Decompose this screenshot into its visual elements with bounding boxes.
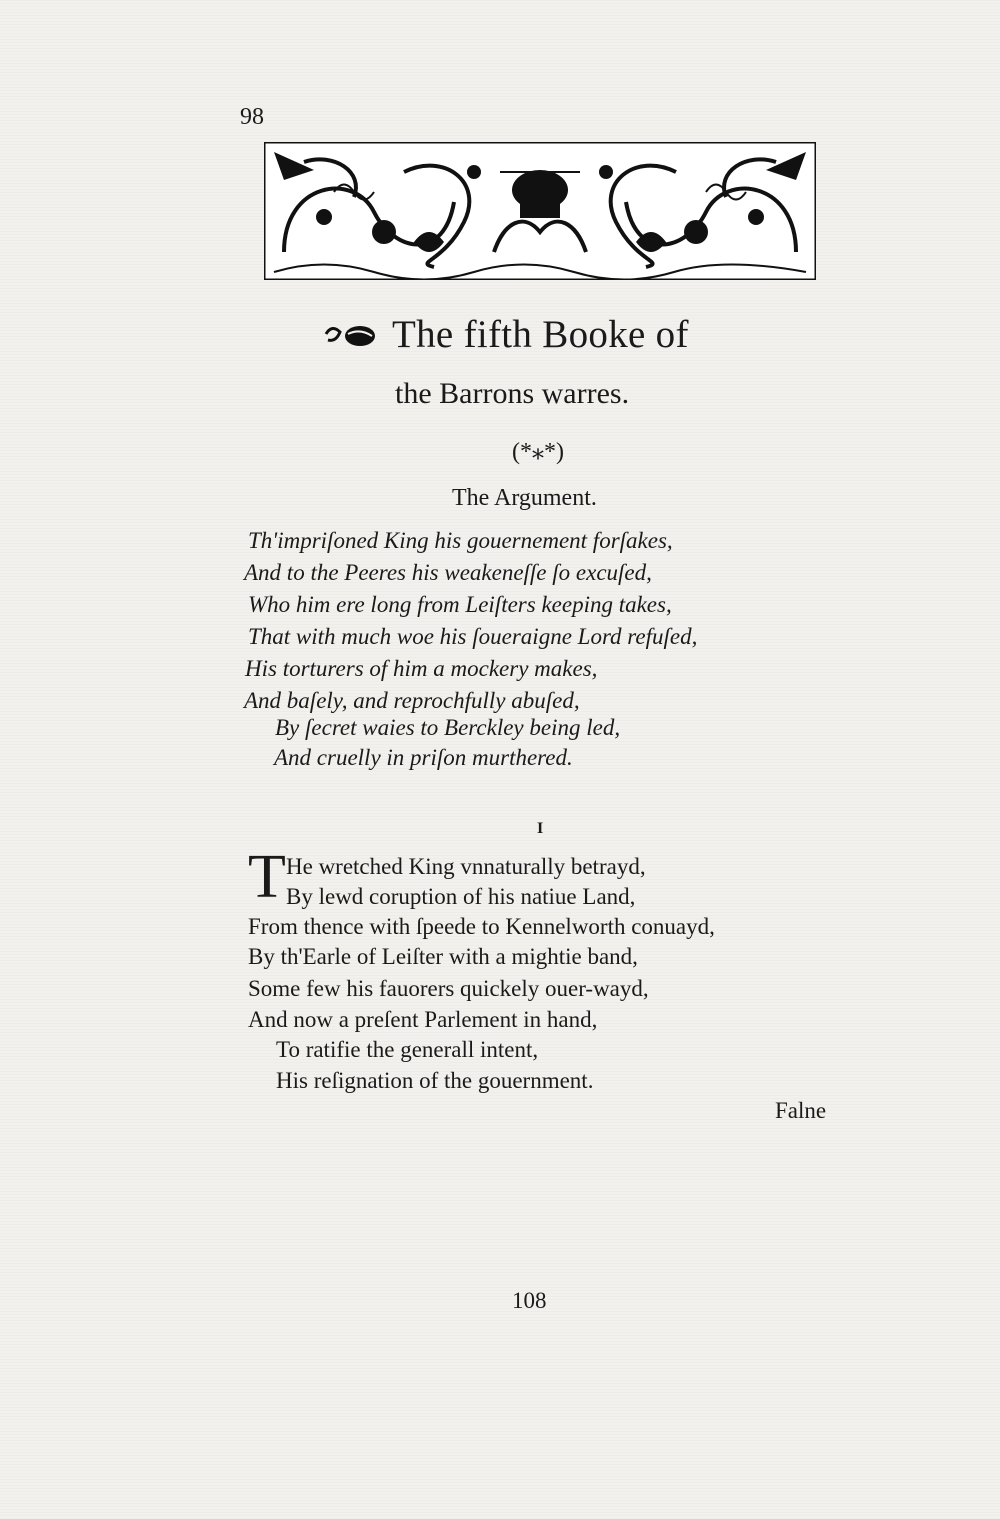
argument-line: By ſecret waies to Berckley being led, [275, 715, 621, 740]
argument-line: And cruelly in priſon murthered. [274, 745, 573, 770]
argument-line: And to the Peeres his weakeneſſe ſo excuſed, [244, 560, 652, 585]
asterism: (*⁎*) [512, 439, 564, 465]
stanza-line: By th'Earle of Leiſter with a mightie band, [248, 944, 638, 969]
page-number: 98 [240, 104, 264, 130]
drop-cap: T [248, 843, 286, 911]
stanza-number: I [537, 820, 544, 837]
title-line-2: the Barrons warres. [395, 377, 630, 410]
argument-line: Who him ere long from Leiſters keeping takes, [248, 592, 672, 617]
stanza-line: He wretched King vnnaturally betrayd, [286, 854, 646, 879]
argument-line: That with much woe his ſoueraigne Lord refuſed, [248, 624, 698, 649]
stanza-line: And now a preſent Parlement in hand, [248, 1007, 598, 1032]
ornamental-headpiece [264, 142, 816, 280]
stanza-line: His reſignation of the gouernment. [276, 1068, 594, 1093]
stanza-line: By lewd coruption of his natiue Land, [286, 884, 636, 909]
title-line-1: The fifth Booke of [392, 313, 689, 356]
argument-heading: The Argument. [452, 485, 597, 511]
argument-line: And baſely, and reprochfully abuſed, [244, 688, 580, 713]
fleuron-icon [322, 320, 378, 350]
argument-line: His torturers of him a mockery makes, [245, 656, 598, 681]
book-title [322, 312, 782, 357]
stanza-line: From thence with ſpeede to Kennelworth conuayd, [248, 914, 715, 939]
folio-number: 108 [512, 1288, 547, 1313]
stanza-line: To ratifie the generall intent, [276, 1037, 539, 1062]
catchword: Falne [775, 1098, 827, 1123]
stanza-line: Some few his fauorers quickely ouer-wayd, [248, 976, 649, 1001]
argument-line: Th'impriſoned King his gouernement forſakes, [248, 528, 673, 553]
